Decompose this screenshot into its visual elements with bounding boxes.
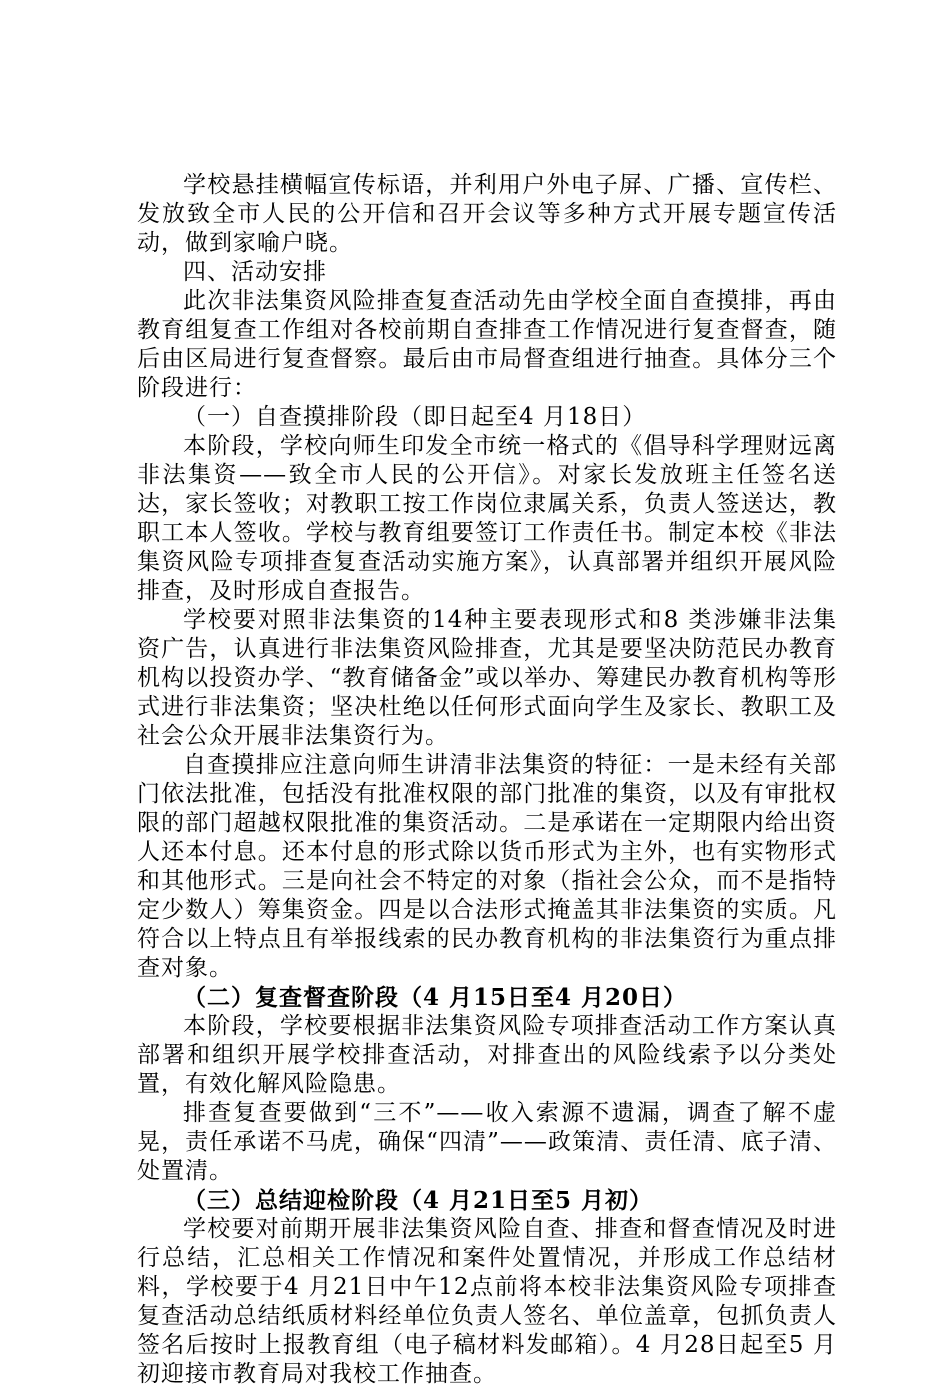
stage-heading-review: （二）复查督查阶段（4 月15日至4 月20日）	[183, 984, 688, 1011]
paragraph-stage1-features: 自查摸排应注意向师生讲清非法集资的特征：一是未经有关部门依法批准，包括没有批准权限的部门批准的集资，以及有审批权限的部门超越权限批准的集资活动。二是承诺在一定期限内给出资人还本付息。还本付息的形式除以货币形式为主外，也有实物形式和其他形式。三是向社会不特定的对象（指社会公众，而不是指特定少数人）筹集资金。四是以合法形式掩盖其非法集资的实质。凡符合以上特点且有举报线索的民办教育机构的非法集资行为重点排查对象。	[137, 752, 837, 981]
paragraph-stage2-principles: 排查复查要做到“三不”——收入索源不遗漏，调查了解不虚晃，责任承诺不马虎，确保“四清”——政策清、责任清、底子清、处置清。	[137, 1100, 837, 1184]
paragraph-publicity: 学校悬挂横幅宣传标语，并利用户外电子屏、广播、宣传栏、发放致全市人民的公开信和召开会议等多种方式开展专题宣传活动，做到家喻户晓。	[137, 172, 837, 256]
paragraph-stage3-summary: 学校要对前期开展非法集资风险自查、排查和督查情况及时进行总结，汇总相关工作情况和案件处置情况，并形成工作总结材料，学校要于4 月21日中午12点前将本校非法集资风险专项排查复查活动总结纸质材料经单位负责人签名、单位盖章，包抓负责人签名后按时上报教育组（电子稿材料发邮箱）。4 月28日起至5 月初迎接市教育局对我校工作抽查。	[137, 1216, 837, 1387]
stage-heading-summary: （三）总结迎检阶段（4 月21日至5 月初）	[183, 1187, 654, 1214]
paragraph-stage1-letter: 本阶段，学校向师生印发全市统一格式的《倡导科学理财远离非法集资——致全市人民的公开信》。对家长发放班主任签名送达，家长签收；对教职工按工作岗位隶属关系，负责人签送达，教职工本人签收。学校与教育组要签订工作责任书。制定本校《非法集资风险专项排查复查活动实施方案》，认真部署并组织开展风险排查，及时形成自查报告。	[137, 433, 837, 604]
stage-heading-self-check: （一）自查摸排阶段（即日起至4 月18日）	[183, 404, 647, 430]
document-body	[137, 171, 837, 1389]
paragraph-stage1-forms: 学校要对照非法集资的14种主要表现形式和8 类涉嫌非法集资广告，认真进行非法集资风险排查，尤其是要坚决防范民办教育机构以投资办学、“教育储备金”或以举办、筹建民办教育机构等形式进行非法集资；坚决杜绝以任何形式面向学生及家长、教职工及社会公众开展非法集资行为。	[137, 607, 837, 749]
section-heading-activity-arrangement: 四、活动安排	[183, 259, 327, 285]
paragraph-overview: 此次非法集资风险排查复查活动先由学校全面自查摸排，再由教育组复查工作组对各校前期自查排查工作情况进行复查督查，随后由区局进行复查督察。最后由市局督查组进行抽查。具体分三个阶段进行：	[137, 288, 837, 401]
paragraph-stage2-deploy: 本阶段，学校要根据非法集资风险专项排查活动工作方案认真部署和组织开展学校排查活动，对排查出的风险线索予以分类处置，有效化解风险隐患。	[137, 1013, 837, 1097]
